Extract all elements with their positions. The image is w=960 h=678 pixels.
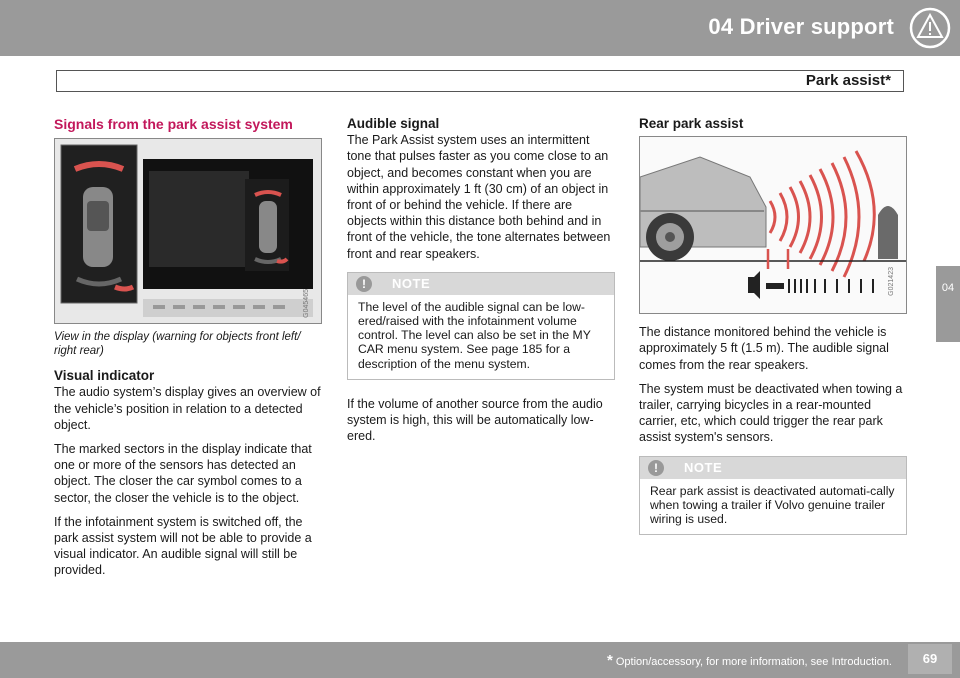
park-assist-display-figure [54, 138, 322, 324]
rear-car-illustration [640, 137, 906, 313]
visual-indicator-heading: Visual indicator [54, 368, 155, 384]
signals-heading: Signals from the park assist system [54, 116, 293, 132]
info-icon: ! [356, 276, 372, 292]
chapter-side-tab[interactable]: 04 [936, 266, 960, 342]
note-header [348, 273, 614, 295]
paragraph: The audio system’s display gives an overview of the vehicle’s position in relation to a detected object. [54, 385, 321, 432]
rear-right-sector [115, 287, 133, 289]
paragraph: The distance monitored behind the vehicle is approximately 5 ft (1.5 m). The audible signal comes from the rear speakers. [639, 325, 889, 372]
figure-caption: View in the display (warning for objects front left/ right rear) [54, 331, 301, 358]
paragraph: If the infotainment system is switched off, the park assist system will not be able to provide a visual indicator. An audible signal will still be provided. [54, 514, 312, 578]
footer-text [607, 652, 892, 669]
note-box [347, 272, 615, 380]
paragraph: If the volume of another source from the audio system is high, this will be automatically low-ered. [347, 396, 603, 444]
note-label: NOTE [684, 459, 723, 475]
note-text: The level of the audible signal can be low-ered/raised with the infotainment volume control. The level can also be set in the MY CAR menu system. See page 185 for a description of the menu system. [358, 299, 591, 371]
warning-triangle-icon [908, 6, 952, 50]
paragraph: The marked sectors in the display indicate that one or more of the sensors has detected an object. The closer the car symbol comes to a sector, the closer the vehicle is to the object. [54, 442, 312, 505]
footer-note: Option/accessory, for more information, see Introduction. [615, 656, 892, 668]
rear-park-assist-heading: Rear park assist [639, 116, 744, 131]
column-3 [639, 116, 907, 551]
display-illustration [55, 139, 321, 323]
note-header [640, 457, 906, 479]
note-box [639, 456, 907, 536]
note-text: Rear park assist is deactivated automati-cally when towing a trailer if Volvo genuine trailer wiring is used. [650, 483, 895, 527]
car-symbol-small [259, 201, 277, 253]
footer-asterisk: * [606, 652, 613, 669]
figure-code: G045465 [302, 289, 310, 319]
figure-code: G021423 [887, 267, 895, 297]
section-bar [56, 70, 904, 92]
column-1 [54, 116, 322, 587]
section-title: Park assist* [805, 72, 891, 89]
audible-signal-heading: Audible signal [347, 116, 440, 131]
column-2 [347, 116, 615, 452]
rear-park-assist-figure [639, 136, 907, 314]
page-number: 69 [908, 644, 952, 674]
info-icon: ! [648, 460, 664, 476]
paragraph: The system must be deactivated when towing a trailer, carrying bicycles in a rear-mounted carrier, etc, which could trigger the rear park assist system's sensors. [639, 381, 903, 445]
chapter-title: 04 Driver support [708, 14, 894, 39]
note-label: NOTE [392, 275, 431, 291]
paragraph: The Park Assist system uses an intermittent tone that pulses faster as you come close to an object, and becomes constant when you are within approximately 1 ft (30 cm) of an object in front of or behind the vehicle. If there are objects within this distance both behind and in front of the vehicle, the tone alternates between front and rear speakers. [347, 133, 611, 261]
